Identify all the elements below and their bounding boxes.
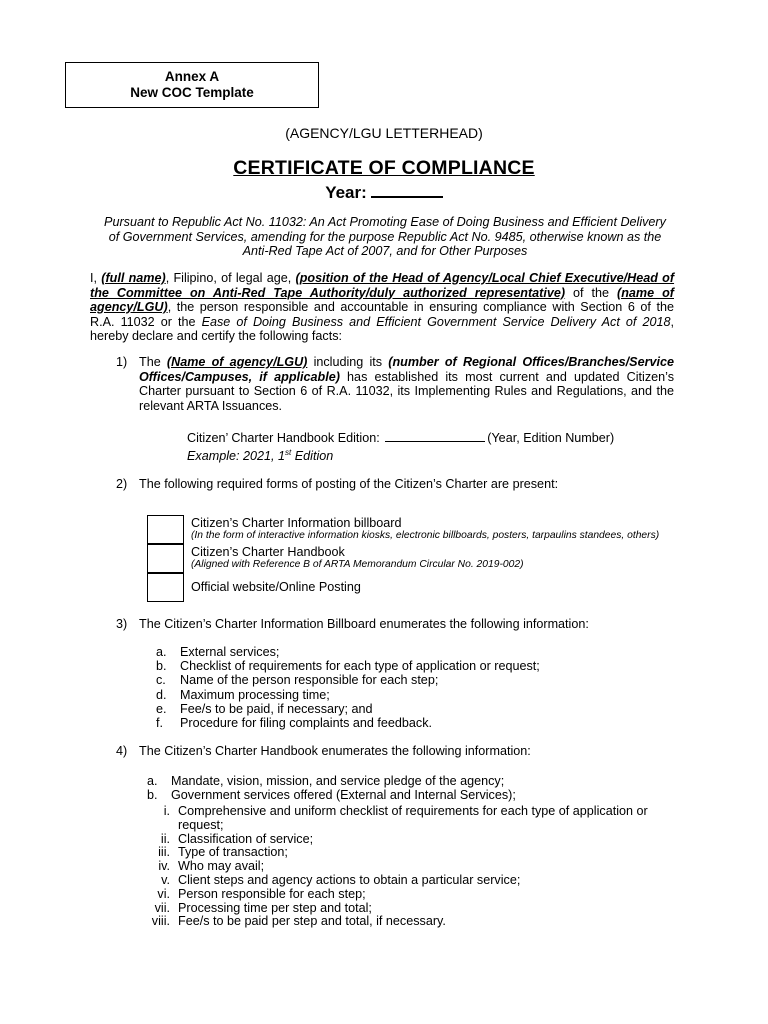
list-item — [156, 659, 540, 673]
roman-marker: i. — [163, 804, 170, 818]
annex-template-label: New COC Template — [130, 85, 254, 100]
item-number: 2) — [116, 477, 128, 491]
annex-box — [65, 62, 319, 108]
list-marker: b. — [147, 788, 158, 803]
item-number: 1) — [116, 355, 128, 369]
list-item-text: Fee/s to be paid, if necessary; and — [180, 701, 373, 716]
sublist-item-text: Type of transaction; — [178, 845, 288, 860]
sublist-item — [137, 832, 313, 846]
annex-label: Annex A — [164, 69, 220, 84]
list-item — [156, 673, 438, 687]
list-item-text: External services; — [180, 645, 280, 659]
list-item-text: Maximum processing time; — [180, 687, 330, 702]
text-run: , the person responsible and accountable in ensuring compliance with Section 6 of the R.A. 11032 or the — [90, 300, 674, 329]
year-blank — [371, 181, 443, 198]
list-item — [156, 702, 373, 716]
list-marker: b. — [156, 659, 167, 674]
roman-marker: iii. — [158, 845, 170, 860]
subtitle-line: Pursuant to Republic Act No. 11032: An Act Promoting Ease of Doing Business and Efficient Delivery — [104, 215, 666, 229]
sublist-item — [137, 818, 224, 832]
list-item — [156, 716, 432, 730]
sublist-item-text: request; — [178, 817, 224, 832]
text-run: (position of the Head of Agency/Local Chief Executive/Head of the Committee on Anti-Red Tape Authority/duly authorized representative) — [90, 271, 675, 300]
list-item — [147, 774, 504, 788]
sublist-item-text: Processing time per step and total; — [178, 900, 372, 915]
document-title: CERTIFICATE OF COMPLIANCE — [233, 157, 535, 179]
text-run: (full name) — [101, 271, 166, 285]
sublist-item — [137, 901, 372, 915]
edition-label: Citizen’ Charter Handbook Edition: — [187, 431, 380, 445]
list-item-text: Procedure for filing complaints and feedback. — [180, 716, 433, 730]
website-label: Official website/Online Posting — [191, 580, 361, 594]
letterhead-placeholder: (AGENCY/LGU LETTERHEAD) — [285, 125, 483, 141]
sublist-item — [137, 845, 288, 859]
edition-example-sup: st — [285, 447, 292, 457]
checkbox-label — [191, 516, 659, 542]
checkbox-label — [191, 545, 524, 571]
roman-marker: iv. — [158, 859, 170, 874]
roman-marker: vi. — [157, 886, 170, 901]
list-item — [147, 788, 516, 802]
list-marker: d. — [156, 687, 167, 702]
list-marker: e. — [156, 701, 167, 716]
list-item-text: Name of the person responsible for each step; — [180, 673, 439, 688]
agency-placeholder — [167, 355, 307, 369]
edition-example: Example: 2021, 1 — [187, 448, 286, 463]
sublist-item-text: Comprehensive and uniform checklist of requirements for each type of application or — [178, 804, 648, 818]
sublist-item-text: Classification of service; — [178, 831, 314, 846]
text-run: , hereby declare and certify the following facts: — [90, 314, 674, 343]
subtitle-line: Anti-Red Tape Act of 2007, and for Other Purposes — [242, 244, 528, 258]
list-marker: a. — [147, 774, 158, 788]
sublist-item-text: Client steps and agency actions to obtain a particular service; — [178, 873, 521, 887]
act-name: Ease of Doing Business and Efficient Government Service Delivery Act of 2018 — [201, 314, 671, 329]
legal-basis-subtitle — [95, 215, 675, 259]
sublist-item-text: Person responsible for each step; — [178, 886, 366, 901]
item-number: 3) — [116, 617, 128, 631]
list-marker: a. — [156, 645, 167, 659]
text-run: has established its most current and updated Citizen’s Charter pursuant to Section 6 of R.A. 11032, its Implementing Rules and Regulations, and the relevant ARTA Issuances. — [139, 369, 674, 413]
list-item-text: Mandate, vision, mission, and service pledge of the agency; — [171, 774, 505, 788]
subtitle-line: of Government Services, amending for the purpose Republic Act No. 9485, otherwise known as the — [108, 229, 662, 244]
list-item — [156, 645, 279, 659]
full-name-placeholder — [101, 271, 165, 285]
billboard-checkbox[interactable] — [147, 515, 184, 544]
item-4-text: The Citizen’s Charter Handbook enumerates the following information: — [139, 744, 531, 758]
list-item — [156, 688, 330, 702]
roman-marker: v. — [161, 873, 170, 887]
edition-suffix: (Year, Edition Number) — [487, 431, 615, 445]
roman-marker: vii. — [154, 900, 170, 915]
text-run: (name of agency/LGU) — [90, 285, 674, 314]
text-run: , Filipino, of legal age, — [165, 271, 296, 285]
sublist-item — [137, 873, 520, 887]
sublist-item — [137, 804, 648, 818]
item-1-text — [139, 355, 674, 413]
edition-example-suffix: Edition — [291, 448, 334, 463]
text-run: (Name of agency/LGU) — [166, 355, 308, 369]
billboard-label: Citizen’s Charter Information billboard — [191, 516, 402, 530]
year-label: Year: — [325, 183, 367, 202]
handbook-edition — [187, 430, 614, 463]
handbook-checkbox[interactable] — [147, 544, 184, 573]
sublist-item-text: Fee/s to be paid per step and total, if necessary. — [178, 914, 446, 929]
list-item-text: Checklist of requirements for each type of application or request; — [180, 659, 540, 674]
sublist-item — [137, 887, 366, 901]
item-number: 4) — [116, 744, 128, 758]
year-line — [0, 181, 768, 203]
sublist-item-text: Who may avail; — [178, 859, 265, 874]
text-run: (number of Regional Offices/Branches/Service Offices/Campuses, if applicable) — [139, 355, 674, 384]
roman-marker: ii. — [160, 831, 170, 846]
list-marker: c. — [156, 673, 166, 688]
handbook-label: Citizen’s Charter Handbook — [191, 545, 345, 559]
handbook-note: (Aligned with Reference B of ARTA Memorandum Circular No. 2019-002) — [191, 559, 524, 570]
text-run: of the — [565, 285, 618, 300]
text-run: The — [139, 355, 167, 369]
text-run: including its — [307, 355, 389, 369]
website-checkbox[interactable] — [147, 573, 184, 602]
list-marker: f. — [156, 716, 163, 730]
sublist-item — [137, 914, 446, 928]
edition-blank — [385, 430, 485, 442]
checkbox-label — [191, 580, 361, 594]
list-item-text: Government services offered (External and Internal Services); — [171, 788, 516, 803]
text-run: I, — [90, 271, 102, 285]
declaration-paragraph — [90, 271, 674, 344]
sublist-item — [137, 859, 264, 873]
item-3-text: The Citizen’s Charter Information Billboard enumerates the following information: — [139, 617, 589, 631]
roman-marker: viii. — [151, 914, 170, 929]
billboard-note: (In the form of interactive information kiosks, electronic billboards, posters, tarpaulins standees, others) — [191, 530, 660, 541]
item-2-text: The following required forms of posting of the Citizen’s Charter are present: — [139, 477, 559, 491]
